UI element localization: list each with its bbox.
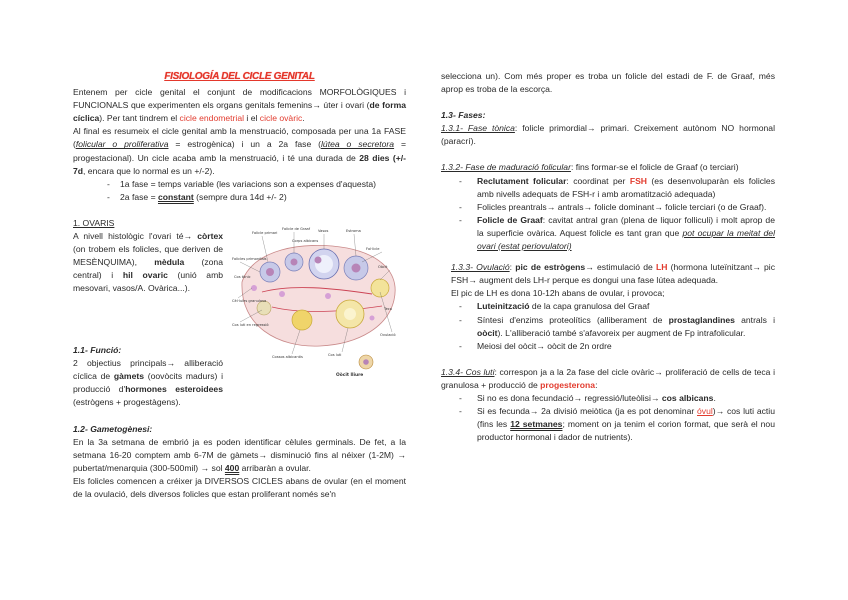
section-heading-fases: 1.3- Fases: bbox=[441, 110, 486, 121]
corpus-luteum-core bbox=[344, 308, 356, 320]
list-item: - Folicle de Graaf: cavitat antral gran (plena de liquor folliculi) i molt aprop de la superficie ovàrica. Aquest folicle es tant gran que pot ocupar la meitat del ovari (estat periovulatori) bbox=[459, 214, 775, 253]
list-item: - Síntesi d'enzims proteolítics (alliberament de prostaglandines antrals i oòcit). L'alliberació també s'afavoreix per augment de Fp intrafolicular. bbox=[459, 314, 775, 340]
list-item: - Si no es dona fecundació→ regressió/luteòlisi→ cos albicans. bbox=[459, 392, 775, 405]
diagram-label: Cossos albicantis bbox=[272, 355, 303, 360]
continuation-paragraph: selecciona un). Com més proper es troba un folicle del estadi de F. de Graaf, més aprop es troba de la escorça. bbox=[441, 71, 775, 95]
ovulacio-block bbox=[441, 261, 775, 353]
list-item: - 2a fase = constant (sempre dura 14d +/- 2) bbox=[107, 191, 406, 204]
oocyte bbox=[291, 259, 298, 266]
diagram-label: Folicle primari bbox=[252, 231, 278, 236]
diagram-label: Ovulació bbox=[380, 333, 396, 338]
diagram-label: Oòcit bbox=[378, 265, 388, 270]
maduracio-list bbox=[441, 175, 775, 254]
phase-tonica: 1.3.1- Fase tònica: folicle primordial→ primari. Creixement autònom NO hormonal (paracrí). bbox=[441, 123, 775, 147]
list-item: - Meiosi del oòcit→ oòcit de 2n ordre bbox=[459, 340, 775, 353]
corpus-albicans bbox=[257, 301, 271, 315]
intro-paragraph-1: Entenem per cicle genital el conjunt de modificacions MORFOLÒGIQUES i FUNCIONALS que experimenten els organs genitals femenins→ úter i ovari (de forma cíclica). Per tant tindrem el cicle endometrial i el cicle ovàric. bbox=[73, 87, 407, 124]
phase-list bbox=[73, 178, 406, 204]
oocyte-nucleus bbox=[363, 359, 369, 365]
list-item: - Luteinització de la capa granulosa del Graaf bbox=[459, 300, 775, 313]
corpus-albicans bbox=[292, 310, 312, 330]
section-heading-gametogenesi: 1.2- Gametogènesi: bbox=[73, 423, 153, 434]
ovulacio-note: El pic de LH es dona 10-12h abans de ovular, i provoca; bbox=[451, 288, 665, 299]
diagram-label: Corps albicans bbox=[292, 239, 319, 244]
diagram-label: Fol·licle bbox=[366, 247, 380, 252]
ovaris-paragraph: A nivell histològic l'ovari té→ còrtex (on trobem els folicles, que deriven de MESÈNQUIMA), mèdula (zona central) i hil ovaric (unió amb mesovari, vasos/A. Ovàrica...). bbox=[73, 231, 224, 294]
diagram-label: Oòcit lliure bbox=[336, 373, 364, 379]
primordial-follicle bbox=[325, 293, 331, 299]
list-item: - Si es fecunda→ 2a divisió meiòtica (ja es pot denominar óvul)→ cos luti actiu (fins les 12 setmanes; moment on ja tenim el corion format, que serà el nou productor hormonal i dador de nutrients). bbox=[459, 405, 775, 444]
section-heading-funcio: 1.1- Funció: bbox=[73, 345, 122, 356]
corpus-luteum bbox=[371, 279, 389, 297]
primordial-follicle bbox=[279, 291, 285, 297]
cos-luti-list bbox=[441, 392, 775, 444]
oocyte bbox=[352, 264, 361, 273]
diagram-label: Cèl·lules granulosa bbox=[232, 299, 267, 304]
left-column bbox=[73, 70, 406, 501]
gametogenesi-paragraph-2: Els folicles comencen a créixer ja DIVERSOS CICLES abans de ovular (en el moment de la ovulació, dels diversos folicles que estan proliferant només se'n bbox=[73, 475, 406, 499]
phase-maduracio: 1.3.2- Fase de maduració folicular: fins formar-se el folicle de Graaf (o terciari) bbox=[441, 162, 739, 173]
oocyte bbox=[266, 268, 274, 276]
gametogenesi-paragraph-1: En la 3a setmana de embrió ja es poden identificar cèlules germinals. De fet, a la setmana 16-20 comptem amb 6-7M de gàmets→ disminució fins al néixer (1-2M) → pubertat/menarquia (300-500mil) → sol 400 arribaràn a ovular. bbox=[73, 436, 406, 473]
funcio-paragraph: 2 objectius principals→ alliberació cíclica de gàmets (oovòcits madurs) i producció d'hormones esteroidees (estrògens + progestàgens). bbox=[73, 358, 223, 408]
phase-cos-luti: 1.3.4- Cos luti: correspon ja a la 2a fase del cicle ovàric→ proliferació de cells de teca i granulosa + producció de progesterona: bbox=[441, 366, 775, 390]
diagram-label: Estroma bbox=[346, 229, 361, 234]
ovulacio-list bbox=[451, 300, 775, 352]
diagram-label: Cos luti bbox=[328, 353, 342, 358]
diagram-label: Folicles primordials bbox=[232, 257, 267, 262]
intro-paragraph-2: Al final es resumeix el cicle genital amb la menstruació, composada per una 1a FASE (folicular o proliferativa = estrogènica) i un a 2a fase (lútea o secretora = progestacional). Un cicle acaba amb la menstruació, i té una durada de 28 dies (+/- 7d, encara que lo normal es un +/-2). bbox=[73, 126, 407, 176]
list-item: - 1a fase = temps variable (les variacions son a expenses d'aquesta) bbox=[107, 178, 406, 191]
document-title: FISIOLOGÍA DEL CICLE GENITAL bbox=[164, 71, 315, 82]
right-column bbox=[441, 70, 775, 444]
diagram-label: Teca bbox=[384, 307, 392, 312]
primordial-follicle bbox=[370, 316, 375, 321]
list-item: - Folicles preantrals→ antrals→ folicle dominant→ folicle terciari (o de Graaf). bbox=[459, 201, 775, 214]
diagram-label: Cos luti en regressió bbox=[232, 323, 269, 328]
diagram-label: Vasos bbox=[318, 229, 329, 234]
oocyte bbox=[315, 257, 322, 264]
diagram-label: Cos tònic bbox=[234, 275, 251, 280]
section-heading-ovaris: 1. OVARIS bbox=[73, 217, 115, 228]
ovary-diagram bbox=[232, 222, 404, 380]
list-item: - Reclutament folicular: coordinat per FSH (es desenvoluparàn els folicles amb nivells adequats de FSH-r i amb aromatització adequada) bbox=[459, 175, 775, 201]
phase-ovulacio: 1.3.3- Ovulació: pic de estrògens→ estimulació de LH (hormona luteïnitzant→ pic FSH→ augment dels LH-r perque es dongui una fase lútea adequada. bbox=[451, 262, 775, 286]
diagram-label: Folicle de Graaf bbox=[282, 227, 311, 232]
